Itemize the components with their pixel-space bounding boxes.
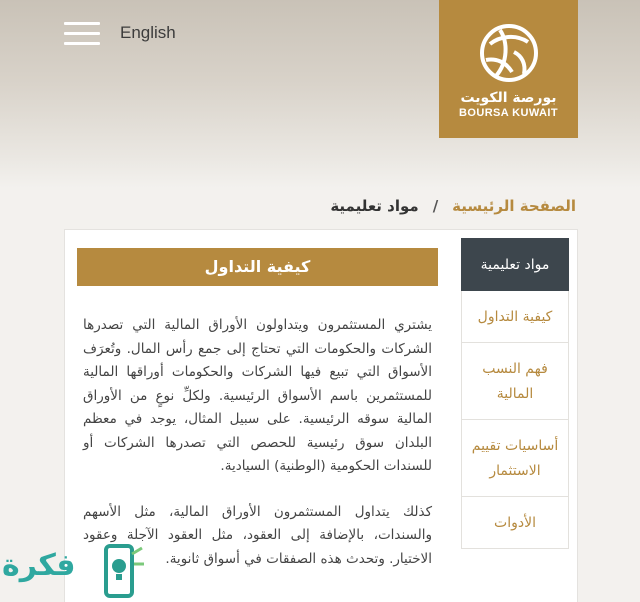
article-title: كيفية التداول bbox=[77, 248, 438, 286]
article-paragraph-1: يشتري المستثمرون ويتداولون الأوراق المالية التي تصدرها الشركات والحكومات التي تحتاج إلى جمع رأس المال. وتُعرَف الأسواق التي تبيع فيها الشركات والحكومات أوراقها المالية للمستثمرين باسم الأسواق الرئيسية. ولكلِّ نوعٍ من الأوراق المالية سوقه الرئيسية. على سبيل المثال، يوجد في معظم البلدان سوق رئيسية للحصص التي تصدرها الشركات أو للسندات الحكومية (الوطنية) السيادية. bbox=[83, 317, 432, 474]
globe-emblem-icon bbox=[478, 22, 540, 84]
breadcrumb bbox=[330, 197, 576, 215]
sidebar-item-financial-ratios[interactable]: فهم النسب المالية bbox=[461, 343, 569, 420]
sidebar-nav bbox=[461, 238, 569, 549]
hero-banner bbox=[0, 0, 640, 188]
sidebar-item-how-to-trade[interactable]: كيفية التداول bbox=[461, 291, 569, 343]
fikra-watermark bbox=[0, 544, 170, 602]
logo-english-text: BOURSA KUWAIT bbox=[459, 107, 558, 119]
sidebar-item-tools[interactable]: الأدوات bbox=[461, 497, 569, 549]
sidebar-item-educational-materials[interactable]: مواد تعليمية bbox=[461, 238, 569, 291]
menu-icon[interactable] bbox=[64, 22, 100, 46]
breadcrumb-current: مواد تعليمية bbox=[330, 197, 419, 215]
sidebar-item-investment-valuation[interactable]: أساسيات تقييم الاستثمار bbox=[461, 420, 569, 497]
phone-bulb-icon bbox=[102, 544, 146, 602]
boursa-kuwait-logo[interactable] bbox=[439, 0, 578, 138]
article bbox=[77, 248, 438, 571]
logo-arabic-text: بورصة الكويت bbox=[460, 90, 557, 106]
breadcrumb-separator: / bbox=[432, 197, 439, 215]
watermark-text: فكرة bbox=[2, 548, 76, 583]
breadcrumb-home-link[interactable]: الصفحة الرئيسية bbox=[452, 197, 576, 215]
language-switch-link[interactable]: English bbox=[120, 23, 176, 42]
article-paragraph-2: كذلك يتداول المستثمرون الأوراق المالية، مثل الأسهم والسندات، بالإضافة إلى العقود، مثل العقود الآجلة وعقود الاختيار. وتحدث هذه الصفقات في أسواق ثانوية. bbox=[83, 503, 432, 567]
